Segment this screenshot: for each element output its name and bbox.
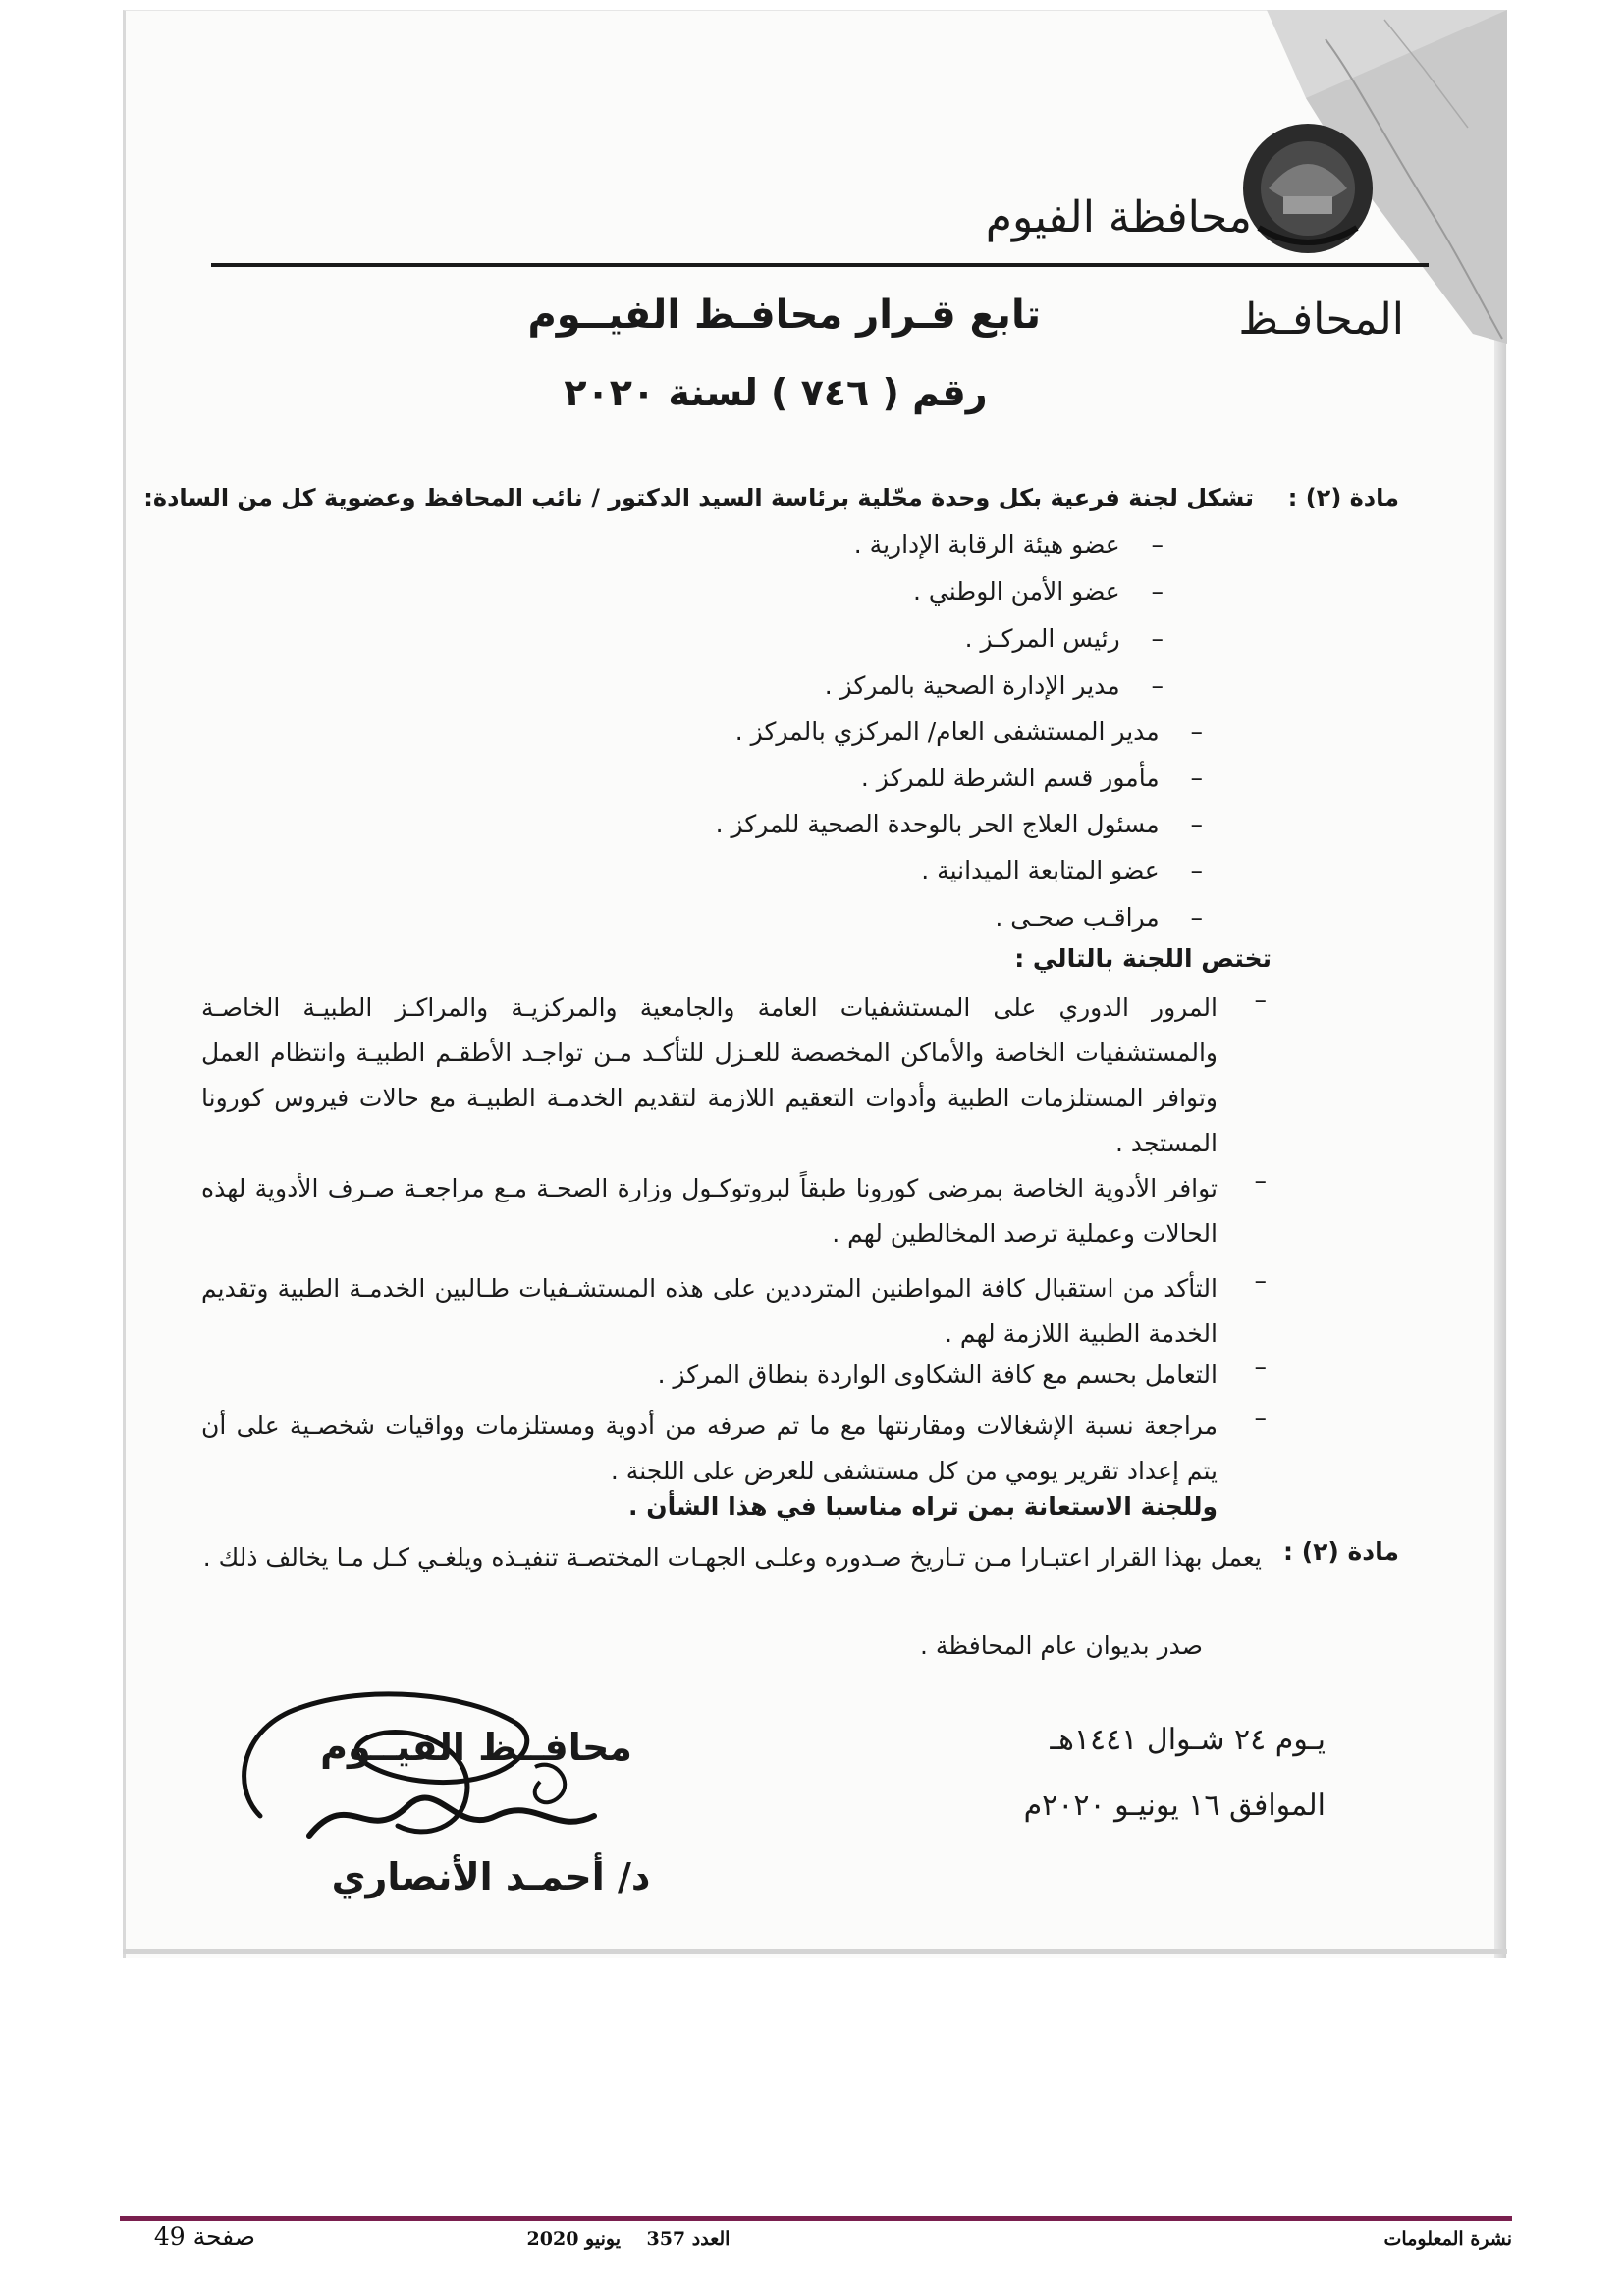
footer-divider [120,2216,1512,2221]
article-text: يعمل بهذا القرار اعتبـارا مـن تـاريخ صـدوره وعلـى الجهـات المختصـة تنفيـذه ويلغـي كـل مـا يخالف ذلك . [202,1543,1262,1572]
hijri-date: يـوم ٢٤ شـوال ١٤٤١هـ [1050,1723,1326,1757]
decree-title: تابع قـرار محافـظ الفيــوم [527,293,1041,338]
list-item: – مراقـب صحـى . [995,903,1203,932]
list-item: – رئيس المركـز . [964,624,1164,653]
article-label: مادة (٢) : [1283,1537,1399,1566]
duties-heading: تختص اللجنة بالتالي : [1014,944,1272,973]
scan-bottom-edge [123,1949,1507,1954]
governorate-name: محافظة الفيوم [985,192,1252,242]
decree-number: رقم ( ٧٤٦ ) لسنة ٢٠٢٠ [564,371,988,414]
header-divider [211,263,1429,267]
governor-label: المحافـظ [1238,294,1404,345]
signatory-name: د/ أحمـد الأنصاري [331,1855,651,1898]
gregorian-date: الموافق ١٦ يونيـو ٢٠٢٠م [1023,1789,1326,1823]
signatory-title: محافــظ الفيــوم [320,1726,632,1769]
committee-note: وللجنة الاستعانة بمن تراه مناسبا في هذا الشأن . [628,1492,1218,1521]
article-2-second [196,1535,1399,1580]
footer-page-number: صفحة 49 [153,2222,255,2251]
list-item: – مسئول العلاج الحر بالوحدة الصحية للمركز . [715,810,1203,838]
issued-statement: صدر بديوان عام المحافظة . [919,1631,1203,1660]
list-item: – مدير المستشفى العام/ المركزي بالمركز . [734,718,1203,746]
article-label: مادة (٢) : [1287,484,1399,511]
footer-publication: نشرة المعلومات [1383,2228,1512,2250]
governorate-seal [1239,120,1377,257]
duty-item: – التأكد من استقبال كافة المواطنين المترددين على هذه المستشـفيات طـالبين الخدمـة الطبية وتقديم الخدمة الطبية اللازمة لهم . [201,1266,1267,1348]
list-item: – مأمور قسم الشرطة للمركز . [860,764,1203,792]
duty-item: – مراجعة نسبة الإشغالات ومقارنتها مع ما تم صرفه من أدوية ومستلزمات وواقيات شخصـية على أن يتم إعداد تقرير يومي من كل مستشفى للعرض على اللجنة . [201,1404,1267,1485]
article-text: تشكل لجنة فرعية بكل وحدة محّلية برئاسة السيد الدكتور / نائب المحافظ وعضوية كل من السادة: [143,484,1255,511]
list-item: – مدير الإدارة الصحية بالمركز . [824,671,1164,700]
footer-issue: العدد 357 يونيو 2020 [526,2228,731,2250]
duty-item: – توافر الأدوية الخاصة بمرضى كورونا طبقاً لبروتوكـول وزارة الصحـة مـع مراجعـة صـرف الأدوية لهذه الحالات وعملية ترصد المخالطين لهم . [201,1166,1267,1248]
list-item: – عضو هيئة الرقابة الإدارية . [853,530,1164,559]
list-item: – عضو الأمن الوطني . [913,577,1164,606]
duty-item: – المرور الدوري على المستشفيات العامة والجامعية والمركزيـة والمراكـز الطبيـة الخاصـة والمستشفيات الخاصة والأماكن المخصصة للعـزل للتأكـد مـن تواجـد الأطقـم الطبيـة وانتظام العمل وتوافر المستلزمات الطبية وأدوات التعقيم اللازمة لتقديم الخدمـة الطبيـة مع حالات فيروس كورونا المستجد . [201,986,1267,1157]
article-2-line [143,484,1399,511]
list-item: – عضو المتابعة الميدانية . [921,856,1203,884]
duty-item: – التعامل بحسم مع كافة الشكاوى الواردة بنطاق المركز . [657,1353,1267,1389]
